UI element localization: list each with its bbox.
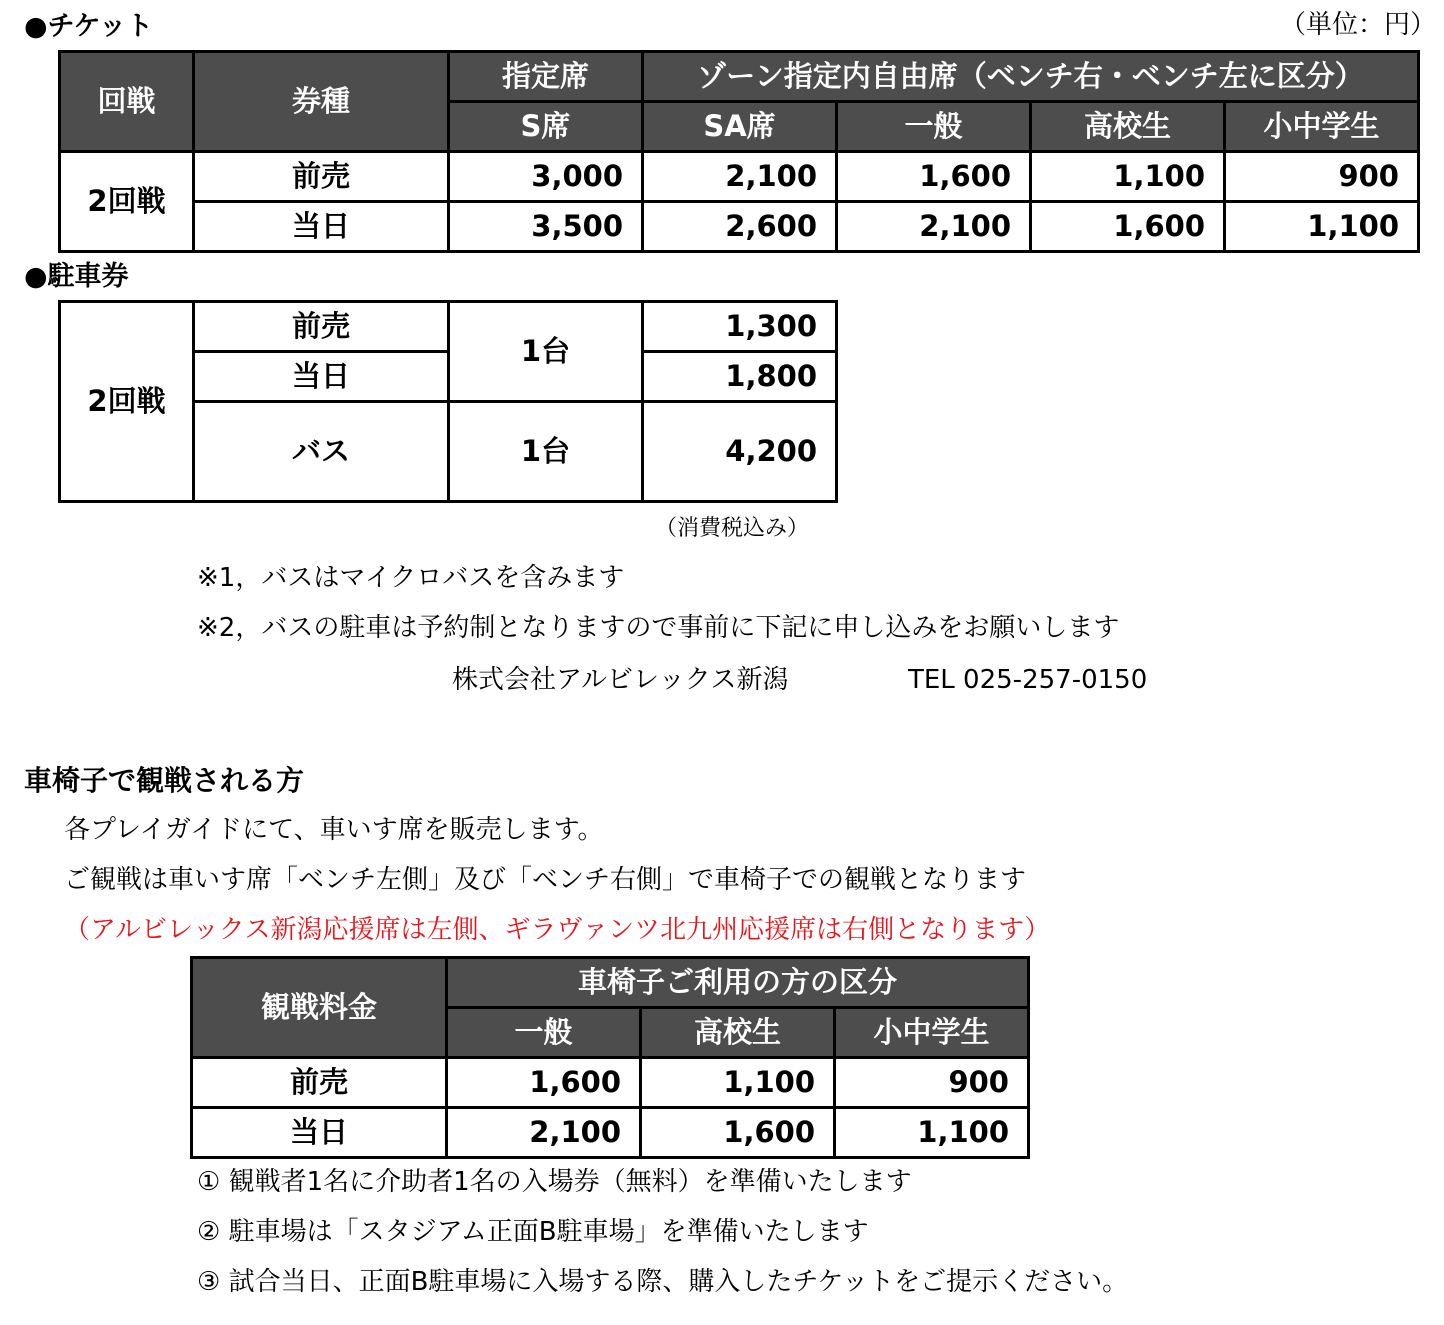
price-cell: 900 (1225, 152, 1419, 202)
row-label-advance: 前売 (194, 152, 449, 202)
parking-same-day-label: 当日 (194, 352, 449, 402)
general-header: 一般 (837, 102, 1031, 152)
tax-note: （消費税込み） (655, 516, 810, 541)
price-cell: 2,100 (837, 202, 1031, 252)
fee-header: 観戦料金 (192, 958, 447, 1058)
parking-advance-label: 前売 (194, 302, 449, 352)
company-tel: TEL 025-257-0150 (908, 665, 1148, 695)
table-row (60, 202, 1419, 252)
supporter-seat-note: （アルビレックス新潟応援席は左側、ギラヴァンツ北九州応援席は右側となります） (64, 915, 1051, 945)
unit-label: （単位：円） (1280, 10, 1437, 40)
elementary-header: 小中学生 (1225, 102, 1419, 152)
bus-unit: 1台 (449, 402, 643, 502)
price-cell: 1,100 (1225, 202, 1419, 252)
car-unit: 1台 (449, 302, 643, 402)
general-header: 一般 (447, 1008, 641, 1058)
price-cell: 3,500 (449, 202, 643, 252)
wheelchair-note-1: ① 観戦者1名に介助者1名の入場券（無料）を準備いたします (197, 1167, 912, 1197)
bus-note-2: ※2，バスの駐車は予約制となりますので事前に下記に申し込みをお願いします (197, 613, 1120, 643)
wheelchair-note-3: ③ 試合当日、正面B駐車場に入場する際、購入したチケットをご提示ください。 (197, 1267, 1129, 1297)
wheelchair-section-title: 車椅子で観戦される方 (24, 764, 305, 797)
price-cell: 4,200 (643, 402, 837, 502)
ticket-price-table (58, 50, 1420, 253)
wheelchair-price-table (190, 956, 1030, 1159)
bus-label: バス (194, 402, 449, 502)
row-label-same-day: 当日 (194, 202, 449, 252)
parking-price-table (58, 300, 838, 503)
round-header: 回戦 (60, 52, 194, 152)
high-school-header: 高校生 (1031, 102, 1225, 152)
high-school-header: 高校生 (641, 1008, 835, 1058)
elementary-header: 小中学生 (835, 1008, 1029, 1058)
zone-seat-header: ゾーン指定内自由席（ベンチ右・ベンチ左に区分） (643, 52, 1419, 102)
parking-round-label: 2回戦 (60, 302, 194, 502)
wheelchair-note-2: ② 駐車場は「スタジアム正面B駐車場」を準備いたします (197, 1217, 869, 1247)
price-cell: 1,100 (641, 1058, 835, 1108)
price-cell: 3,000 (449, 152, 643, 202)
bus-note-1: ※1，バスはマイクロバスを含みます (197, 563, 625, 593)
price-cell: 1,300 (643, 302, 837, 352)
wheelchair-line-2: ご観戦は車いす席「ベンチ左側」及び「ベンチ右側」で車椅子での観戦となります (64, 865, 1027, 895)
price-cell: 1,100 (835, 1108, 1029, 1158)
reserved-seat-header: 指定席 (449, 52, 643, 102)
price-cell: 1,600 (837, 152, 1031, 202)
table-row (60, 152, 1419, 202)
parking-section-title: ●駐車券 (24, 261, 129, 292)
price-cell: 900 (835, 1058, 1029, 1108)
price-cell: 1,600 (1031, 202, 1225, 252)
price-cell: 2,600 (643, 202, 837, 252)
s-seat-header: S席 (449, 102, 643, 152)
table-row (192, 1058, 1029, 1108)
price-cell: 2,100 (447, 1108, 641, 1158)
row-label-same-day: 当日 (192, 1108, 447, 1158)
price-cell: 1,800 (643, 352, 837, 402)
ticket-type-header: 券種 (194, 52, 449, 152)
row-label-advance: 前売 (192, 1058, 447, 1108)
price-cell: 2,100 (643, 152, 837, 202)
company-name: 株式会社アルビレックス新潟 (452, 665, 789, 695)
ticket-section-title: ●チケット (24, 11, 154, 42)
table-row (60, 302, 837, 352)
price-cell: 1,600 (641, 1108, 835, 1158)
sa-seat-header: SA席 (643, 102, 837, 152)
table-row (192, 1108, 1029, 1158)
price-cell: 1,100 (1031, 152, 1225, 202)
round-label: 2回戦 (60, 152, 194, 252)
category-header: 車椅子ご利用の方の区分 (447, 958, 1029, 1008)
wheelchair-line-1: 各プレイガイドにて、車いす席を販売します。 (64, 815, 604, 845)
price-cell: 1,600 (447, 1058, 641, 1108)
